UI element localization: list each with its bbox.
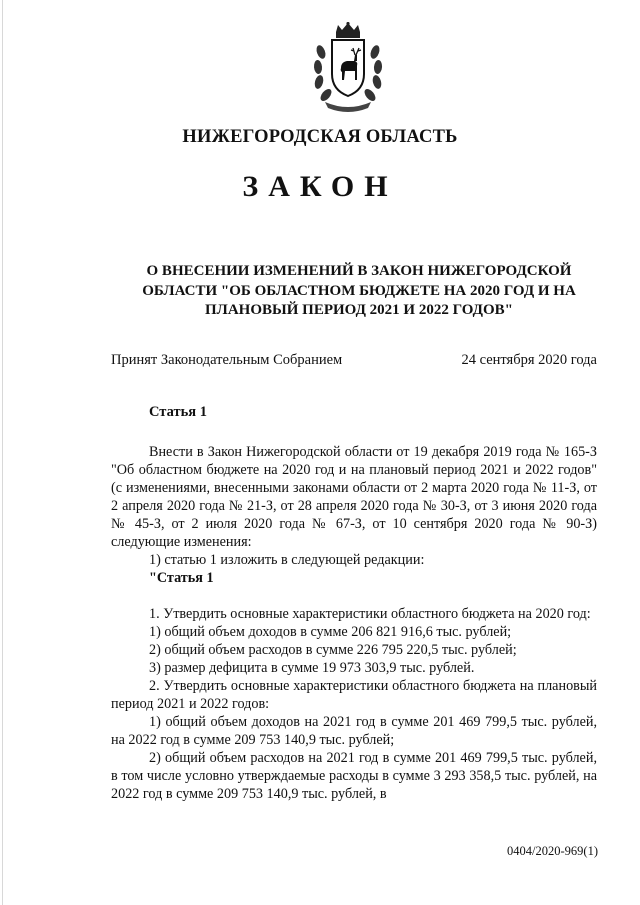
adoption-row: [111, 352, 597, 369]
law-title-line: ОБЛАСТИ "ОБ ОБЛАСТНОМ БЮДЖЕТЕ НА 2020 ГОД И НА: [142, 282, 576, 299]
article-heading: Статья 1: [149, 404, 207, 420]
paragraph: 3) размер дефицита в сумме 19 973 303,9 тыс. рублей.: [149, 660, 475, 676]
paragraph: 1) общий объем доходов на 2021 год в сумме 201 469 799,5 тыс. рублей, на 2022 год в сумме 209 753 140,9 тыс. рублей;: [111, 714, 597, 748]
adoption-label: Принят Законодательным Собранием: [111, 352, 343, 368]
amendment-item: 1) статью 1 изложить в следующей редакции:: [149, 552, 425, 568]
article-body: [111, 443, 597, 803]
law-title-line: ПЛАНОВЫЙ ПЕРИОД 2021 И 2022 ГОДОВ": [205, 302, 513, 318]
paragraph: 2) общий объем расходов на 2021 год в сумме 201 469 799,5 тыс. рублей, в том числе условно утверждаемые расходы в сумме 3 293 358,5 тыс. рублей, на 2022 год в сумме 209 753 140,9 тыс. рублей, в: [111, 750, 597, 802]
law-title-line: О ВНЕСЕНИИ ИЗМЕНЕНИЙ В ЗАКОН НИЖЕГОРОДСКОЙ: [146, 263, 572, 279]
region-name: НИЖЕГОРОДСКАЯ ОБЛАСТЬ: [182, 127, 458, 147]
paragraph: 1) общий объем доходов в сумме 206 821 916,6 тыс. рублей;: [149, 624, 512, 640]
paragraph: 2) общий объем расходов в сумме 226 795 220,5 тыс. рублей;: [149, 642, 517, 658]
paragraph: 1. Утвердить основные характеристики областного бюджета на 2020 год:: [149, 606, 591, 622]
article-intro: Внести в Закон Нижегородской области от 19 декабря 2019 года № 165-З "Об областном бюджете на 2020 год и на плановый период 2021 и 2022 годов" (с изменениями, внесенными законами области от 2 марта 2020 года № 11-З, от 2 апреля 2020 года № 21-З, от 28 апреля 2020 года № 30-З, от 3 июня 2020 года № 45-З, от 2 июля 2020 года № 67-З, от 10 сентября 2020 года № 90-З) следующие изменения:: [111, 444, 597, 550]
document-type: ЗАКОН: [242, 170, 398, 203]
adoption-date: 24 сентября 2020 года: [461, 352, 597, 368]
quoted-article-heading: "Статья 1: [149, 570, 214, 586]
paragraph: 2. Утвердить основные характеристики областного бюджета на плановый период 2021 и 2022 годов:: [111, 678, 597, 712]
document-number: 0404/2020-969(1): [507, 844, 598, 858]
law-title: [110, 262, 608, 321]
coat-of-arms-icon: [311, 22, 385, 114]
